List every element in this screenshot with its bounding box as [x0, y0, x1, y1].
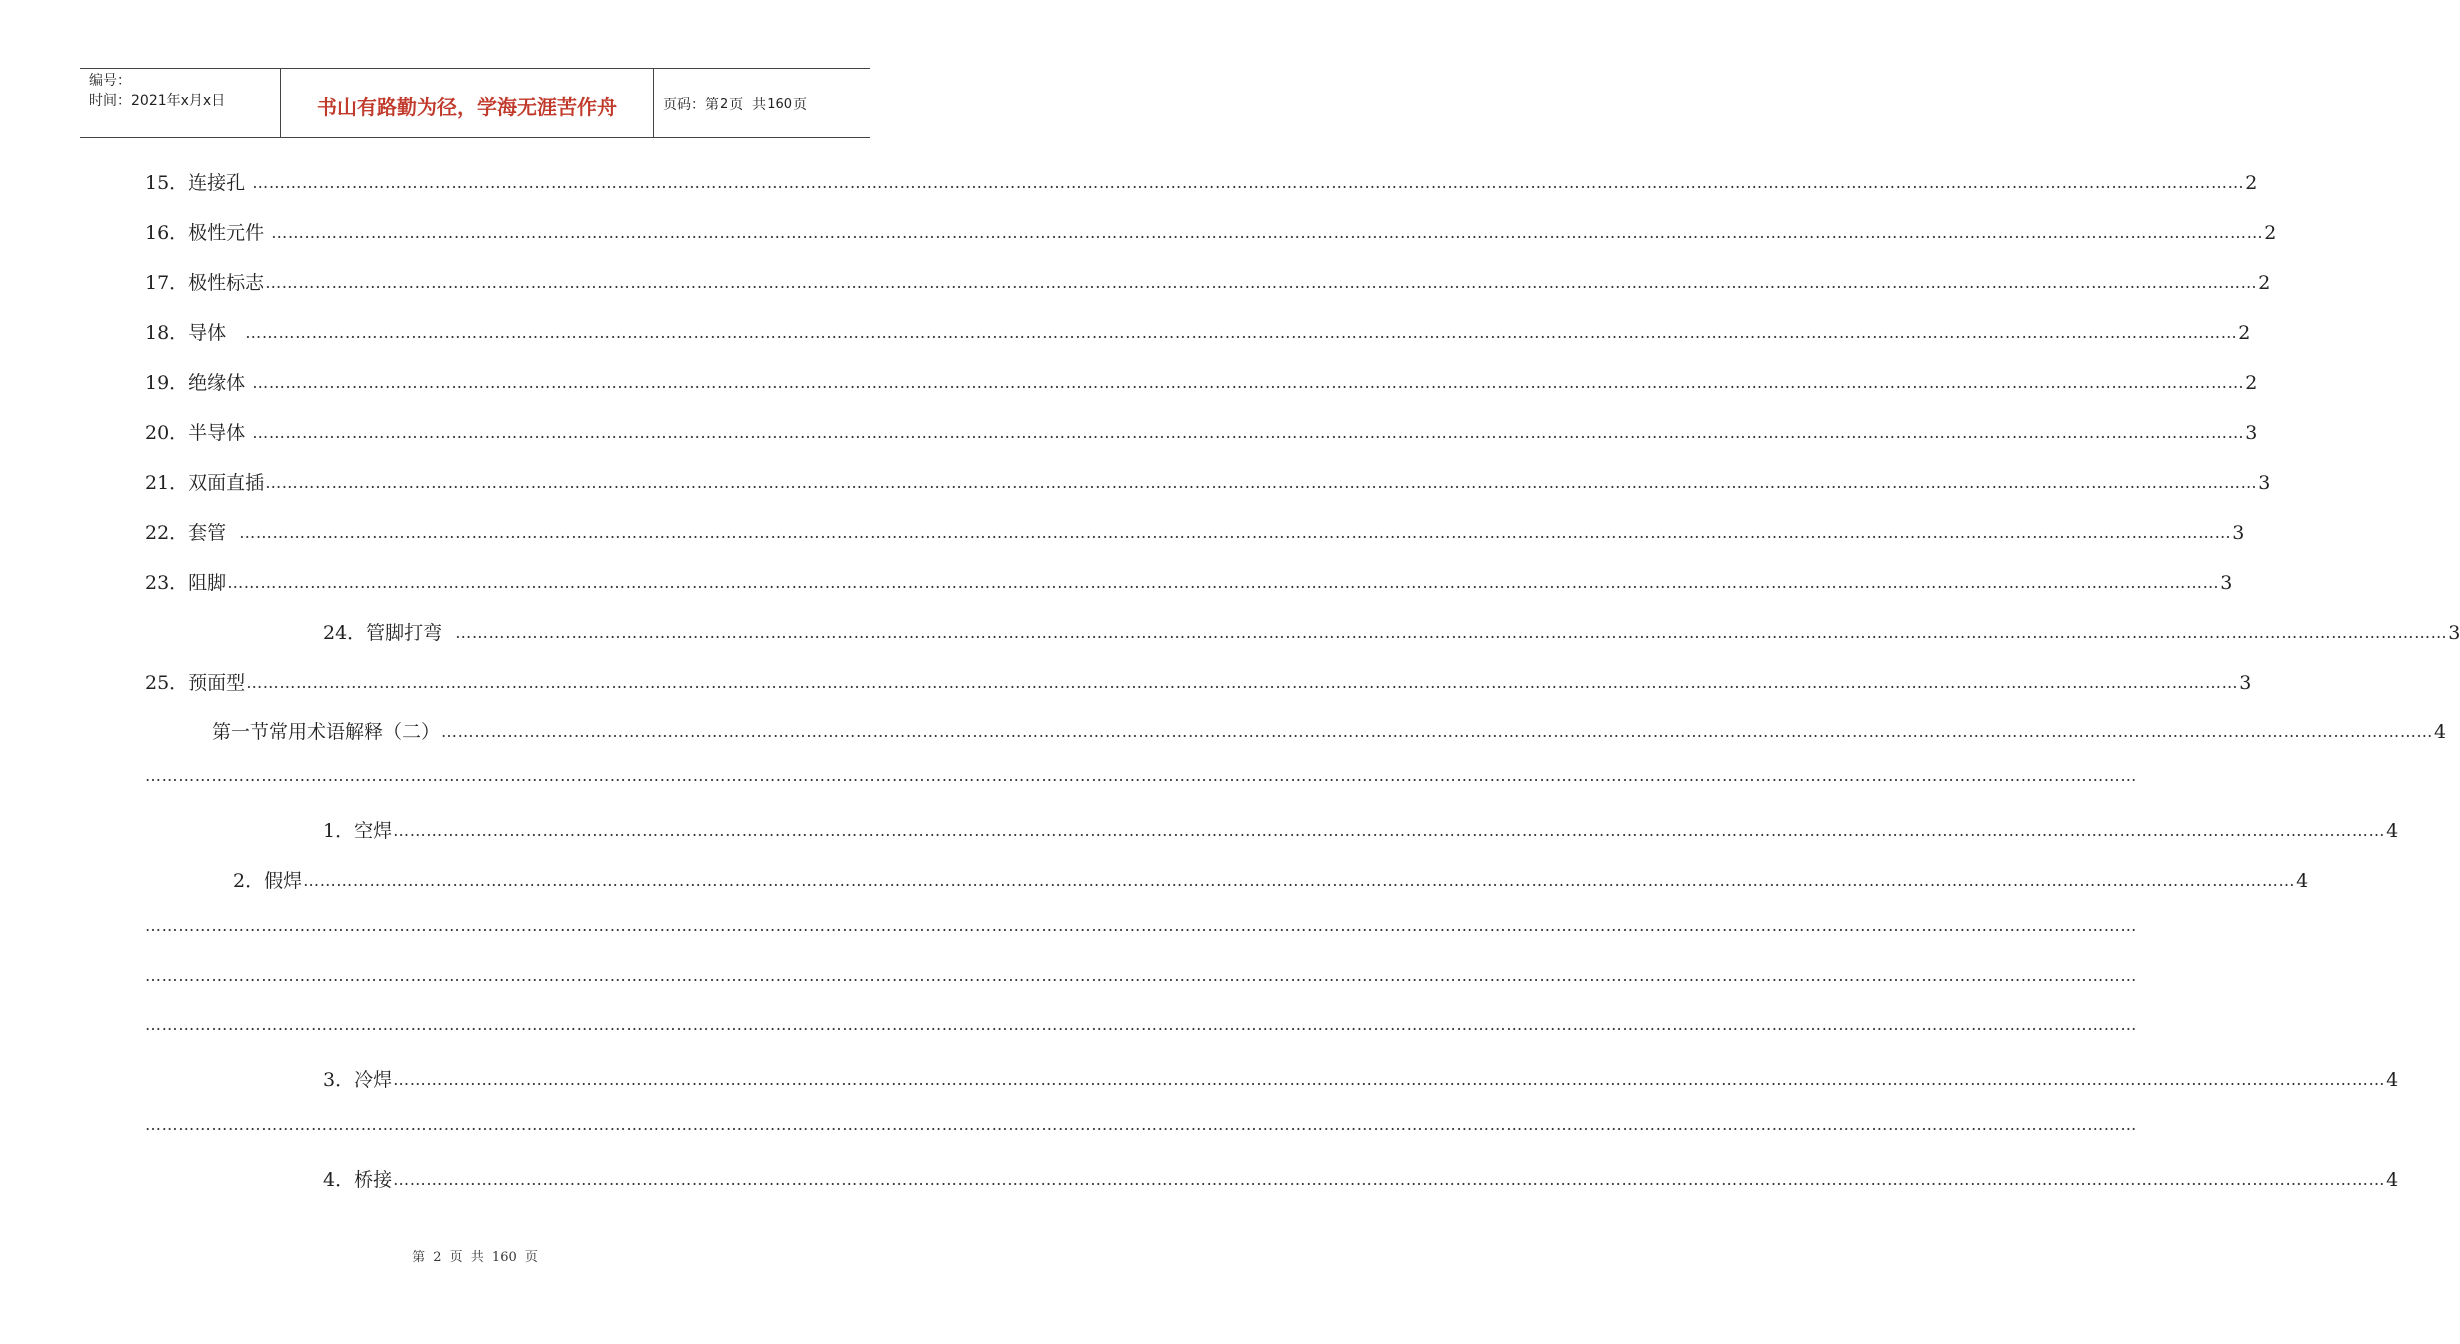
- header-page-info: [654, 69, 870, 137]
- toc-entry[interactable]: [145, 221, 2277, 245]
- toc-leader-dots: ………………………………………………………………………………………………………………………………………………………………………………………………………………………………………………………………………………………………………………………………: [252, 173, 2245, 192]
- toc-entry-label: 20．半导体: [145, 422, 252, 444]
- toc-entry-page: 3: [2239, 672, 2252, 694]
- header-motto: 书山有路勤为径，学海无涯苦作舟: [281, 69, 654, 137]
- toc-leader-dots: ………………………………………………………………………………………………………………………………………………………………………………………………………………………………………………………………………………………………………………………………: [252, 423, 2245, 442]
- header-info-cell: [80, 69, 281, 137]
- toc-leader-dots: ………………………………………………………………………………………………………………………………………………………………………………………………………………………………………………………………………………………………………………………………: [145, 916, 2137, 935]
- toc-entry[interactable]: [145, 271, 2271, 295]
- toc-leader-dots: ………………………………………………………………………………………………………………………………………………………………………………………………………………………………………………………………………………………………………………………………: [145, 1115, 2137, 1134]
- header-page-current: 2: [720, 96, 729, 112]
- toc-entry-page: 3: [2448, 622, 2460, 644]
- toc-entry[interactable]: [323, 1068, 2399, 1092]
- toc-entry[interactable]: [323, 621, 2460, 645]
- toc-entry-page: 2: [2245, 172, 2258, 194]
- toc-leader-dots: ………………………………………………………………………………………………………………………………………………………………………………………………………………………………………………………………………………………………………………………………: [441, 722, 2434, 741]
- toc-entry[interactable]: [145, 421, 2258, 445]
- toc-leader-dots: ………………………………………………………………………………………………………………………………………………………………………………………………………………………………………………………………………………………………………………………………: [245, 323, 2238, 342]
- toc-entry-page: 4: [2386, 1069, 2399, 1091]
- toc-entry[interactable]: [145, 321, 2251, 345]
- header-page-suffix: 页: [793, 97, 808, 113]
- toc-leader-dots: ………………………………………………………………………………………………………………………………………………………………………………………………………………………………………………………………………………………………………………………………: [393, 821, 2386, 840]
- toc-leader-dots: ………………………………………………………………………………………………………………………………………………………………………………………………………………………………………………………………………………………………………………………………: [393, 1170, 2386, 1189]
- toc-leader-dots: ………………………………………………………………………………………………………………………………………………………………………………………………………………………………………………………………………………………………………………………………: [145, 766, 2137, 785]
- toc-entry[interactable]: [145, 371, 2258, 395]
- toc-entry-label: 第一节常用术语解释（二）: [212, 721, 441, 743]
- toc-leader-dots: ………………………………………………………………………………………………………………………………………………………………………………………………………………………………………………………………………………………………………………………………: [145, 966, 2137, 985]
- toc-entry-label: 3．冷焊: [323, 1069, 393, 1091]
- toc-entry-page: 3: [2258, 472, 2271, 494]
- toc-entry[interactable]: [233, 869, 2309, 893]
- header-page-mid: 页 共: [729, 97, 767, 113]
- toc-leader-dots: ………………………………………………………………………………………………………………………………………………………………………………………………………………………………………………………………………………………………………………………………: [246, 673, 2239, 692]
- header-page-total: 160: [767, 96, 793, 112]
- toc-leader-dots: ………………………………………………………………………………………………………………………………………………………………………………………………………………………………………………………………………………………………………………………………: [393, 1070, 2386, 1089]
- toc-entry-page: 3: [2232, 522, 2245, 544]
- toc-entry-label: 1．空焊: [323, 820, 393, 842]
- header-page-prefix: 页码：第: [663, 97, 719, 113]
- header-date-label: 时间：2021年x月x日: [89, 93, 226, 109]
- toc-entry[interactable]: [323, 819, 2399, 843]
- toc-entry-page: 2: [2238, 322, 2251, 344]
- toc-entry-page: 4: [2296, 870, 2309, 892]
- toc-entry[interactable]: [145, 521, 2245, 545]
- toc-entry-page: 2: [2258, 272, 2271, 294]
- toc-entry[interactable]: [145, 471, 2271, 495]
- toc-entry[interactable]: [145, 671, 2252, 695]
- toc-entry-label: 23．阻脚: [145, 572, 227, 594]
- toc-leader-dots: ………………………………………………………………………………………………………………………………………………………………………………………………………………………………………………………………………………………………………………………………: [227, 573, 2220, 592]
- toc-leader-dots: ………………………………………………………………………………………………………………………………………………………………………………………………………………………………………………………………………………………………………………………………: [239, 523, 2232, 542]
- toc-entry-label: 17．极性标志: [145, 272, 265, 294]
- toc-entry-label: 22．套管: [145, 522, 239, 544]
- page-header: [80, 68, 870, 138]
- toc-entry-page: 2: [2264, 222, 2277, 244]
- toc-leader-dots: ………………………………………………………………………………………………………………………………………………………………………………………………………………………………………………………………………………………………………………………………: [265, 273, 2258, 292]
- toc-entry-page: 3: [2245, 422, 2258, 444]
- toc-entry[interactable]: [323, 1168, 2399, 1192]
- toc-entry-page: 4: [2386, 820, 2399, 842]
- toc-entry-page: 4: [2386, 1169, 2399, 1191]
- toc-entry-label: 16．极性元件: [145, 222, 271, 244]
- toc-entry-page: 4: [2434, 721, 2447, 743]
- toc-entry-page: 3: [2220, 572, 2233, 594]
- toc-leader-dots: ………………………………………………………………………………………………………………………………………………………………………………………………………………………………………………………………………………………………………………………………: [265, 473, 2258, 492]
- toc-leader-dots: ………………………………………………………………………………………………………………………………………………………………………………………………………………………………………………………………………………………………………………………………: [252, 373, 2245, 392]
- toc-leader-dots: ………………………………………………………………………………………………………………………………………………………………………………………………………………………………………………………………………………………………………………………………: [271, 223, 2264, 242]
- toc-entry-label: 24．管脚打弯: [323, 622, 455, 644]
- toc-leader-dots: ………………………………………………………………………………………………………………………………………………………………………………………………………………………………………………………………………………………………………………………………: [455, 623, 2448, 642]
- toc-section-entry[interactable]: [212, 720, 2447, 744]
- toc-entry-label: 19．绝缘体: [145, 372, 252, 394]
- header-code-label: 编号：: [89, 73, 131, 89]
- toc-entry-label: 2．假焊: [233, 870, 303, 892]
- toc-entry-label: 25．预面型: [145, 672, 246, 694]
- toc-entry-label: 21．双面直插: [145, 472, 265, 494]
- toc-entry[interactable]: [145, 171, 2258, 195]
- toc-leader-dots: ………………………………………………………………………………………………………………………………………………………………………………………………………………………………………………………………………………………………………………………………: [303, 871, 2296, 890]
- toc-entry-label: 18．导体: [145, 322, 245, 344]
- toc-entry[interactable]: [145, 571, 2233, 595]
- toc-entry-label: 4．桥接: [323, 1169, 393, 1191]
- toc-entry-page: 2: [2245, 372, 2258, 394]
- toc-entry-label: 15．连接孔: [145, 172, 252, 194]
- toc-leader-dots: ………………………………………………………………………………………………………………………………………………………………………………………………………………………………………………………………………………………………………………………………: [145, 1015, 2137, 1034]
- page-footer: 第 2 页 共 160 页: [412, 1250, 538, 1265]
